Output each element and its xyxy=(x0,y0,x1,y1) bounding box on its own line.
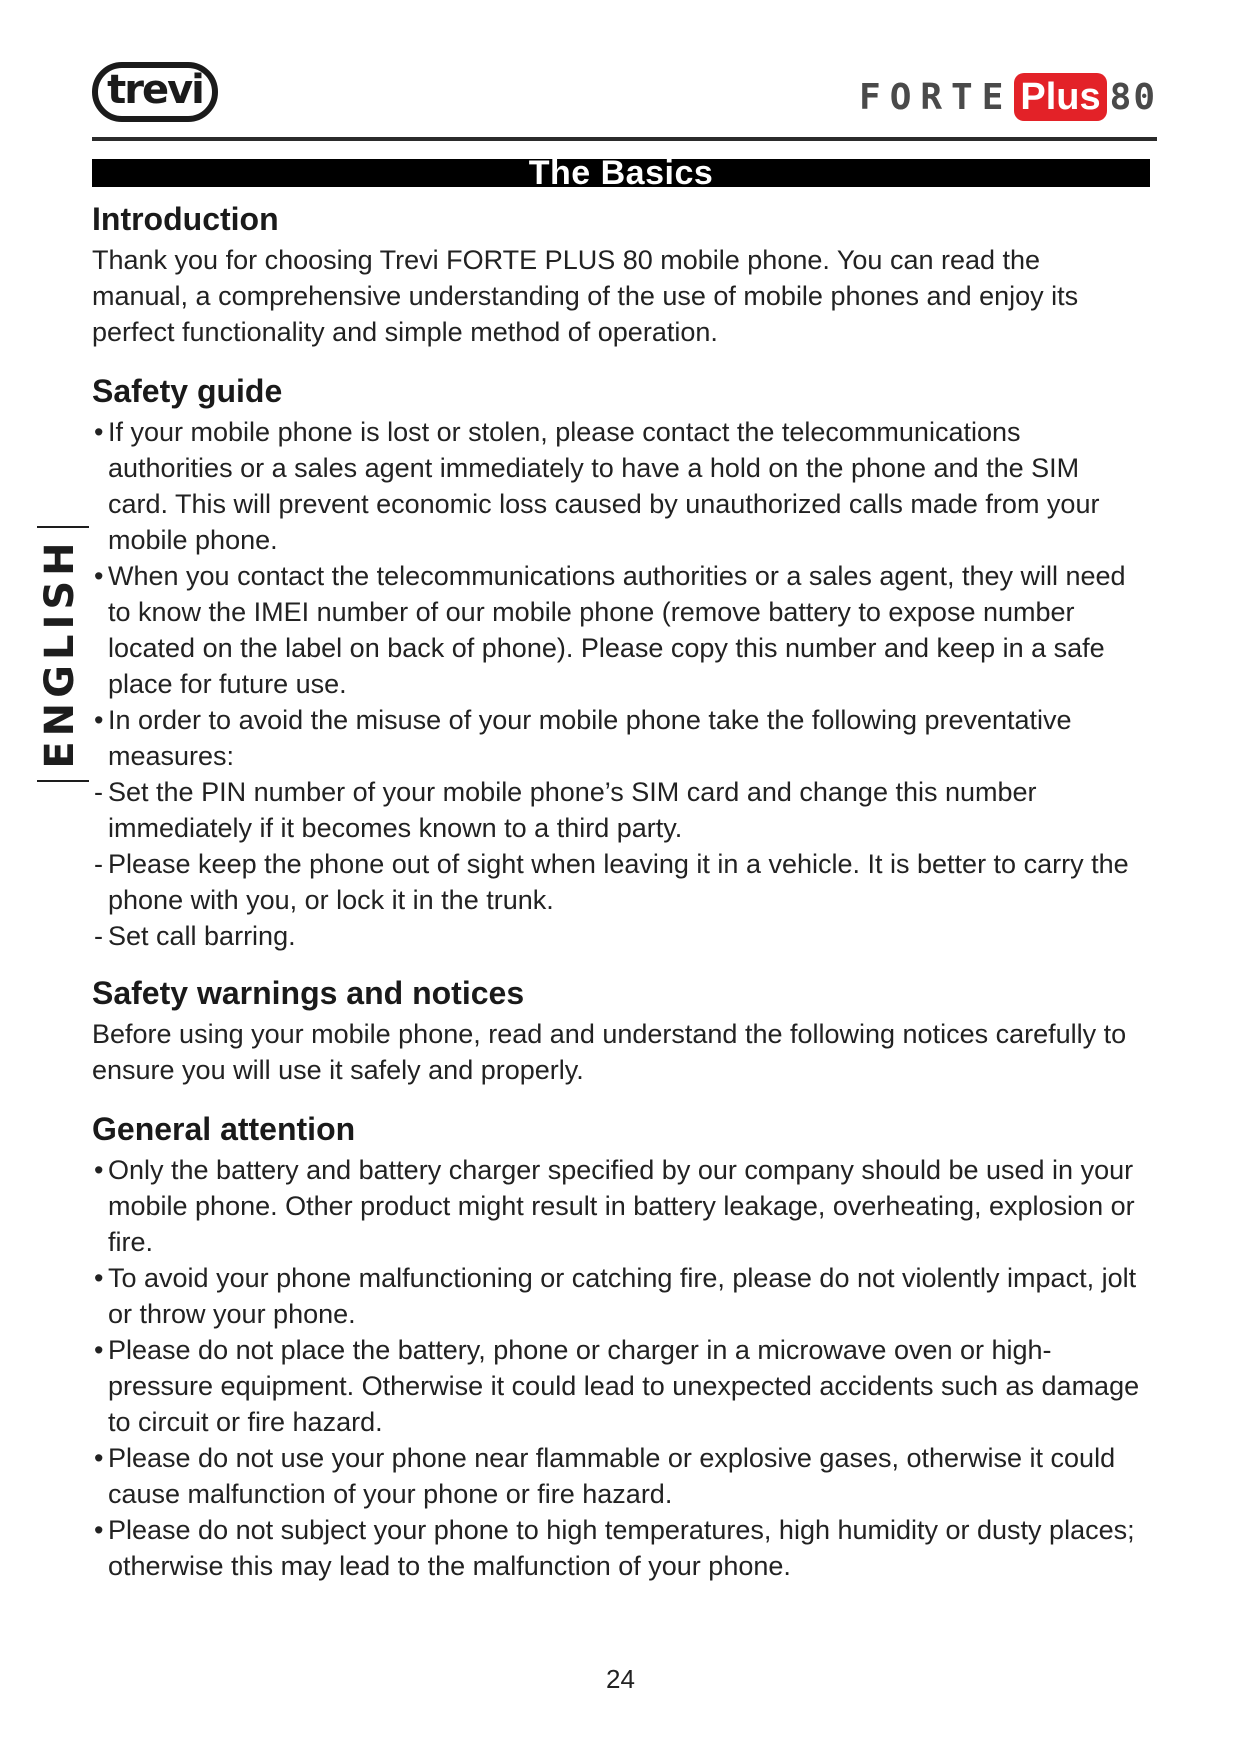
list-item xyxy=(92,1440,1142,1512)
section-safety-warnings xyxy=(92,972,1142,1088)
header-divider xyxy=(92,137,1157,141)
list-item-text: Please do not place the battery, phone or charger in a microwave oven or high-pressure equipment. Otherwise it could lead to unexpected accidents such as damage to circuit or fire hazard. xyxy=(108,1335,1140,1437)
side-tab-line-top xyxy=(37,526,89,528)
brand-forte: FORTE xyxy=(859,76,1013,118)
side-tab-line-bottom xyxy=(37,780,89,782)
list-item xyxy=(92,414,1142,558)
page-content xyxy=(92,198,1142,1584)
safety-guide-heading: Safety guide xyxy=(92,373,283,409)
introduction-heading: Introduction xyxy=(92,201,279,237)
bullet-marker: • xyxy=(94,705,104,735)
safety-warnings-heading: Safety warnings and notices xyxy=(92,975,525,1011)
brand-number: 80 xyxy=(1109,76,1157,118)
list-item-text: Set call barring. xyxy=(108,921,296,951)
trevi-logo xyxy=(92,62,218,122)
bullet-marker: • xyxy=(94,1515,104,1545)
introduction-text: Thank you for choosing Trevi FORTE PLUS 80 mobile phone. You can read the manual, a comprehensive understanding of the use of mobile phones and enjoy its perfect functionality and simple method of operation. xyxy=(92,245,1079,347)
section-safety-guide xyxy=(92,370,1142,954)
list-item xyxy=(92,1260,1142,1332)
list-item xyxy=(92,846,1142,918)
dash-marker: - xyxy=(94,849,103,879)
bullet-marker: • xyxy=(94,1263,104,1293)
list-item xyxy=(92,1152,1142,1260)
list-item-text: If your mobile phone is lost or stolen, please contact the telecommunications authorities or a sales agent immediately to have a hold on the phone and the SIM card. This will prevent economic loss caused by unauthorized calls made from your mobile phone. xyxy=(108,417,1100,555)
section-general-attention xyxy=(92,1108,1142,1584)
section-title-bar: The Basics xyxy=(92,159,1150,187)
general-attention-heading: General attention xyxy=(92,1111,356,1147)
list-item-text: Set the PIN number of your mobile phone’s SIM card and change this number immediately if it becomes known to a third party. xyxy=(108,777,1037,843)
product-brand xyxy=(859,72,1157,122)
bullet-marker: • xyxy=(94,561,104,591)
dash-marker: - xyxy=(94,921,103,951)
bullet-marker: • xyxy=(94,1155,104,1185)
list-item-text: When you contact the telecommunications authorities or a sales agent, they will need to know the IMEI number of our mobile phone (remove battery to expose number located on the label on back of phone). Please copy this number and keep in a safe place for future use. xyxy=(108,561,1126,699)
list-item-text: Please keep the phone out of sight when leaving it in a vehicle. It is better to carry the phone with you, or lock it in the trunk. xyxy=(108,849,1129,915)
page-number: 24 xyxy=(606,1664,635,1694)
page-header xyxy=(92,60,1157,140)
bullet-marker: • xyxy=(94,1335,104,1365)
dash-marker: - xyxy=(94,777,103,807)
list-item-text: Please do not use your phone near flammable or explosive gases, otherwise it could cause malfunction of your phone or fire hazard. xyxy=(108,1443,1116,1509)
brand-plus-badge: Plus xyxy=(1014,73,1106,121)
list-item-text: Please do not subject your phone to high temperatures, high humidity or dusty places; otherwise this may lead to the malfunction of your phone. xyxy=(108,1515,1135,1581)
list-item-text: Only the battery and battery charger specified by our company should be used in your mobile phone. Other product might result in battery leakage, overheating, explosion or fire. xyxy=(108,1155,1135,1257)
list-item xyxy=(92,918,1142,954)
list-item xyxy=(92,558,1142,702)
list-item xyxy=(92,774,1142,846)
list-item xyxy=(92,1332,1142,1440)
language-side-tab: ENGLISH xyxy=(37,537,83,769)
general-attention-list xyxy=(92,1152,1142,1584)
safety-warnings-text: Before using your mobile phone, read and understand the following notices carefully to ensure you will use it safely and properly. xyxy=(92,1019,1127,1085)
bullet-marker: • xyxy=(94,417,104,447)
list-item xyxy=(92,1512,1142,1584)
list-item-text: In order to avoid the misuse of your mobile phone take the following preventative measures: xyxy=(108,705,1072,771)
list-item xyxy=(92,702,1142,774)
bullet-marker: • xyxy=(94,1443,104,1473)
section-introduction xyxy=(92,198,1142,350)
safety-guide-list xyxy=(92,414,1142,954)
list-item-text: To avoid your phone malfunctioning or catching fire, please do not violently impact, jolt or throw your phone. xyxy=(108,1263,1137,1329)
logo-text: trevi xyxy=(107,67,203,113)
